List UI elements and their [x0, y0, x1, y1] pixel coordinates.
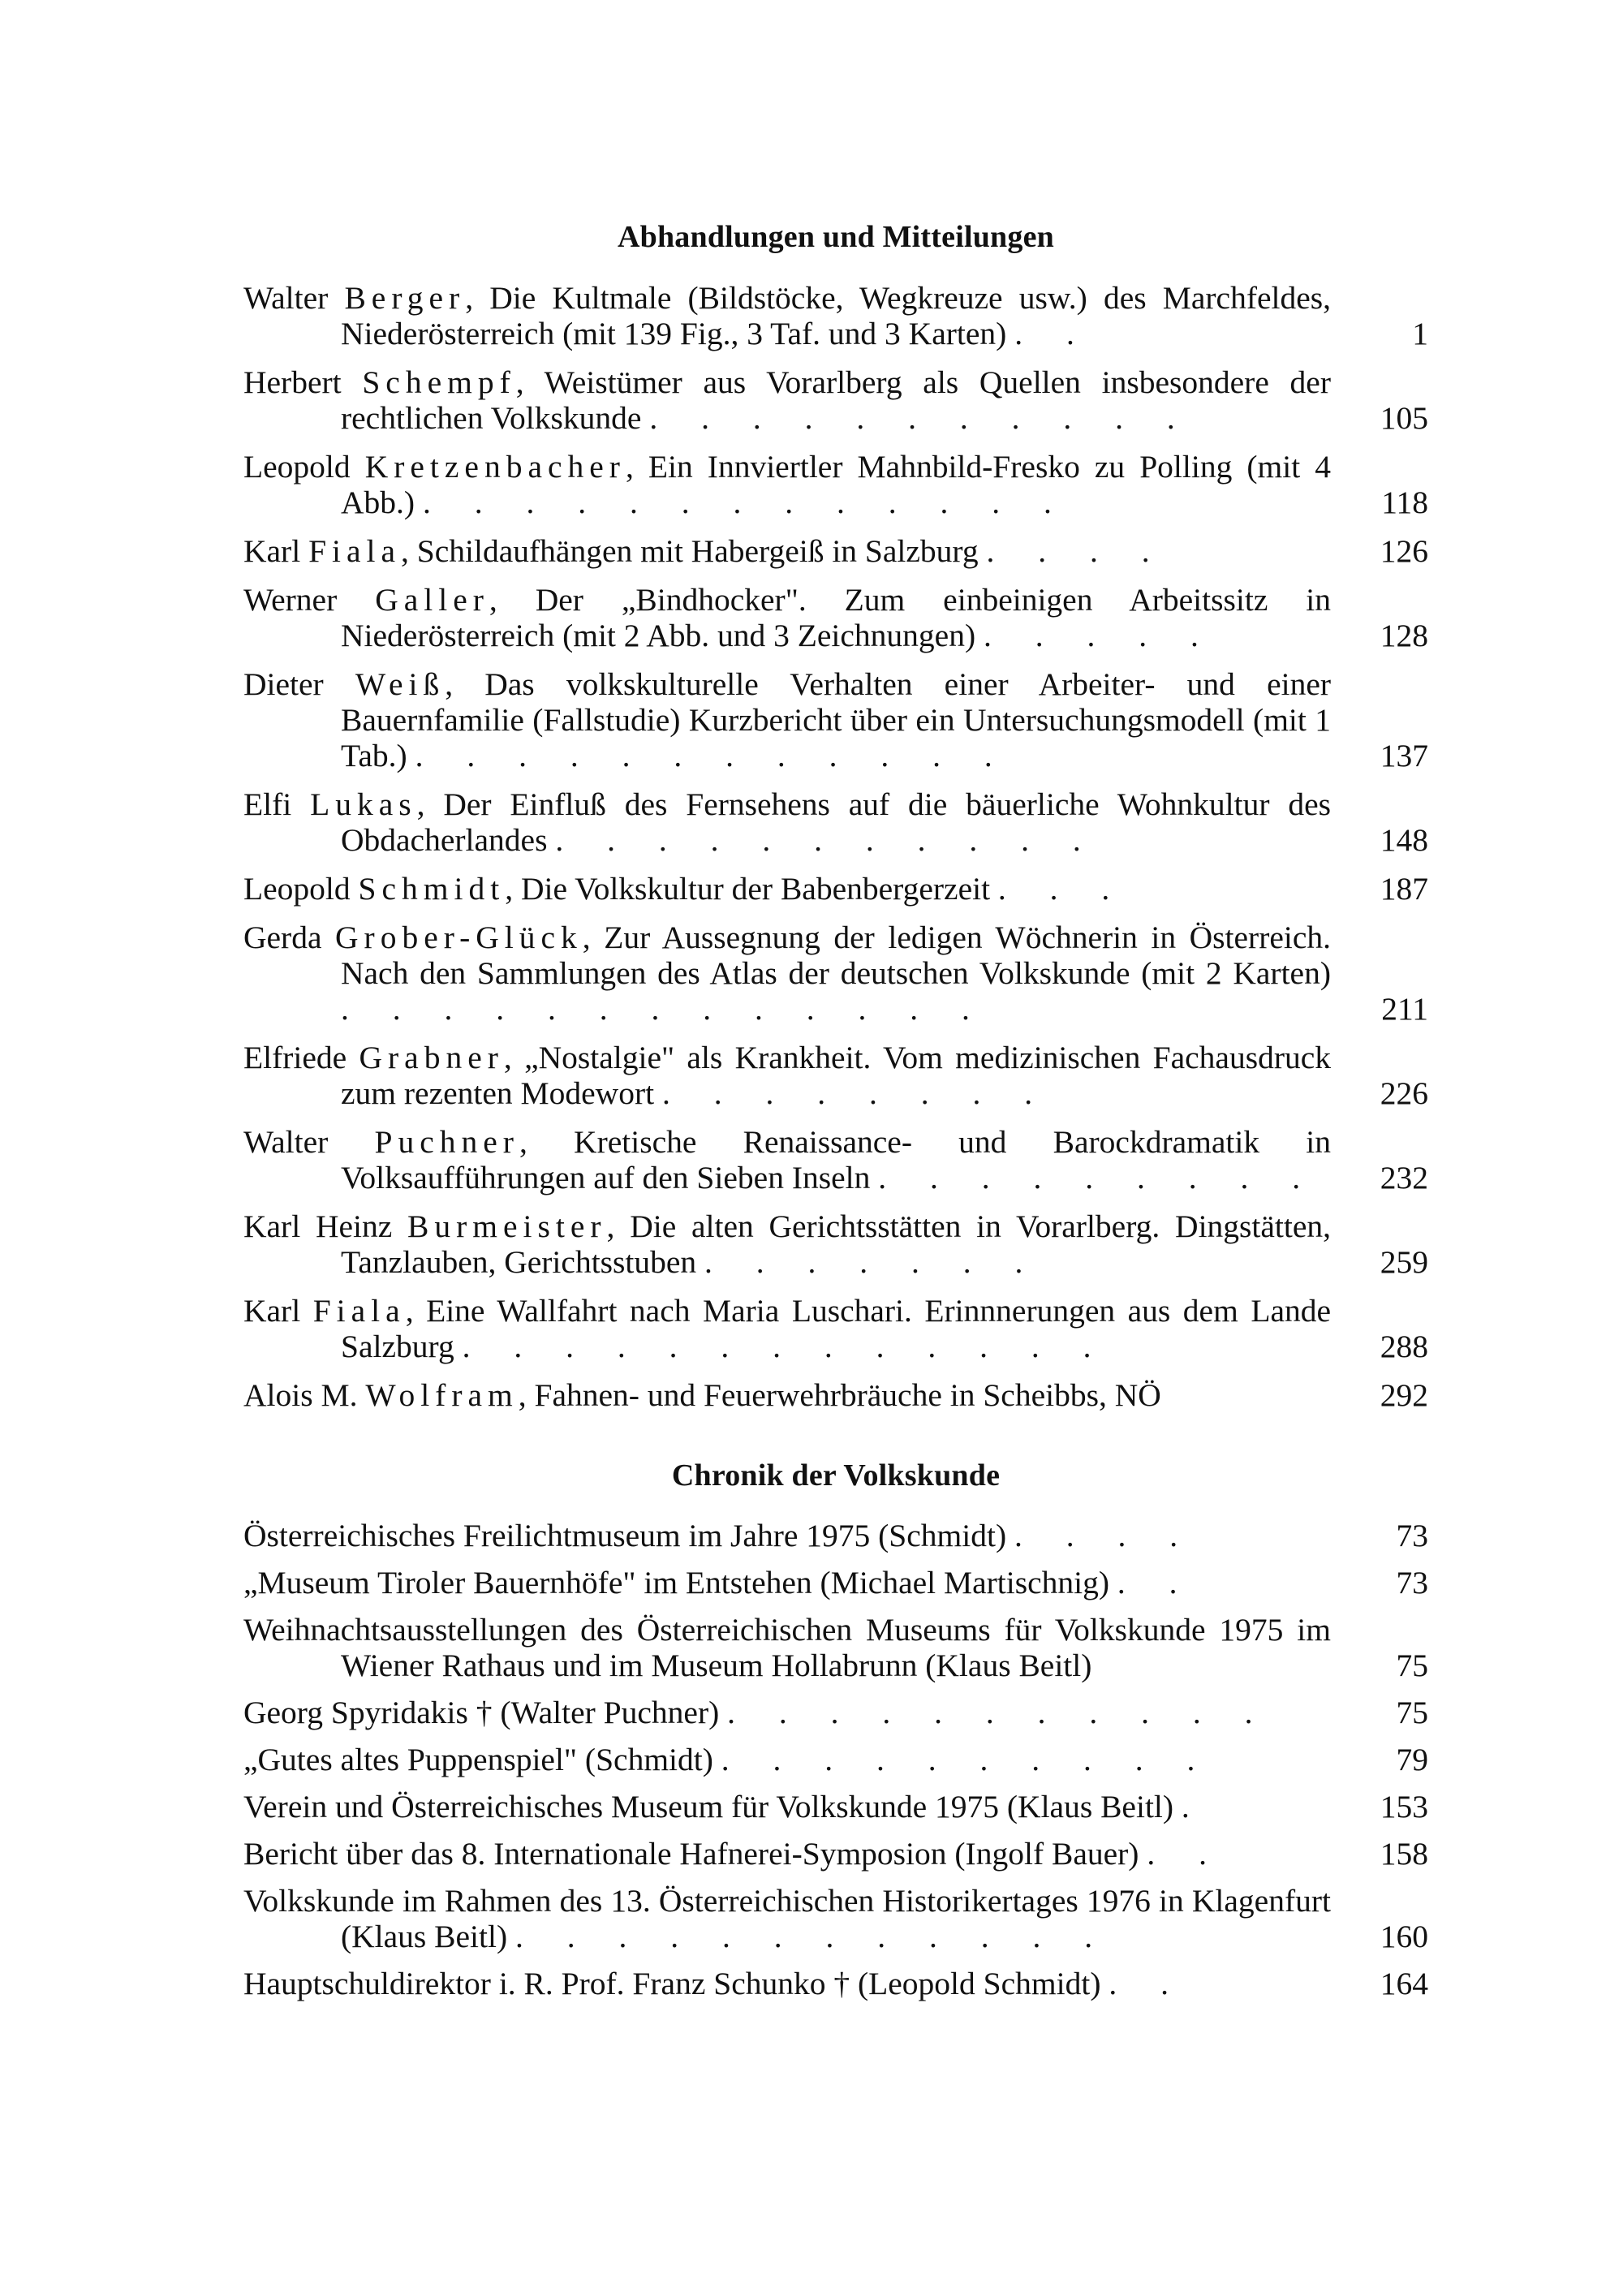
- toc-entry: [243, 1789, 1428, 1824]
- page-number: 148: [1380, 822, 1428, 858]
- author-first: Werner: [243, 582, 338, 618]
- page-number: 79: [1396, 1742, 1428, 1777]
- entry-title: Der Einfluß des Fernsehens auf die bäuerliche Wohnkultur des Obdacherlandes: [341, 786, 1331, 858]
- toc-entry: Herbert Schempf, Weistümer aus Vorarlberg als Quellen insbesondere der rechtlichen Volkskunde . . . . . . . . . . . 105: [243, 364, 1428, 436]
- page-number: 126: [1380, 533, 1428, 569]
- author-surname: Schempf: [362, 364, 516, 400]
- author-first: Dieter: [243, 666, 324, 702]
- toc-entry: Alois M. Wolfram, Fahnen- und Feuerwehrbräuche in Scheibbs, NÖ 292: [243, 1377, 1428, 1413]
- entry-title: Österreichisches Freilichtmuseum im Jahre 1975 (Schmidt): [243, 1518, 1007, 1553]
- toc-entry: [243, 1518, 1428, 1553]
- page-number: 160: [1380, 1919, 1428, 1954]
- dot-leader: . . . .: [986, 533, 1168, 569]
- author-first: Karl: [243, 533, 301, 569]
- page-number: 292: [1380, 1377, 1428, 1413]
- dot-leader: . . . . . . . . . . .: [555, 822, 1099, 858]
- entry-title: Hauptschuldirektor i. R. Prof. Franz Schunko † (Leopold Schmidt): [243, 1966, 1101, 2001]
- page-number: 226: [1380, 1075, 1428, 1111]
- page-number: 288: [1380, 1329, 1428, 1364]
- author-first: Herbert: [243, 364, 342, 400]
- toc-entry: [243, 1565, 1428, 1600]
- author-surname: Fiala: [308, 533, 402, 569]
- dot-leader: . . . .: [1014, 1518, 1196, 1553]
- dot-leader: . . . . . . . . . . . .: [515, 1919, 1111, 1954]
- page-number: 118: [1381, 485, 1428, 520]
- page-number: 259: [1380, 1244, 1428, 1280]
- author-surname: Puchner: [374, 1124, 519, 1160]
- author-first: Elfi: [243, 786, 292, 822]
- dot-leader: . .: [1147, 1836, 1225, 1872]
- toc-entry: Karl Fiala, Eine Wallfahrt nach Maria Luschari. Erinnnerungen aus dem Lande Salzburg . . . . . . . . . . . . . 288: [243, 1293, 1428, 1364]
- toc-list-abhandlungen: [243, 280, 1428, 1426]
- page-number: 211: [1381, 991, 1428, 1027]
- dot-leader: . . . . . . .: [704, 1244, 1041, 1280]
- author-first: Karl Heinz: [243, 1208, 393, 1244]
- entry-title: Der „Bindhocker". Zum einbeinigen Arbeitssitz in Niederösterreich (mit 2 Abb. und 3 Zeichnungen): [341, 582, 1332, 653]
- entry-title: Kretische Renaissance- und Barockdramatik in Volksaufführungen auf den Sieben Inseln: [341, 1124, 1332, 1195]
- dot-leader: . . . . . . . . . . .: [649, 400, 1193, 436]
- author-surname: Berger: [344, 280, 466, 316]
- page-number: 75: [1396, 1648, 1428, 1683]
- author-surname: Kretzenbacher: [364, 449, 626, 485]
- page-number: 73: [1396, 1565, 1428, 1600]
- author-surname: Wolfram: [365, 1377, 519, 1413]
- toc-entry: [243, 1966, 1428, 2001]
- entry-title: „Nostalgie" als Krankheit. Vom medizinischen Fachausdruck zum rezenten Modewort: [341, 1040, 1332, 1111]
- toc-entry: Elfi Lukas, Der Einfluß des Fernsehens auf die bäuerliche Wohnkultur des Obdacherlandes . . . . . . . . . . . 148: [243, 786, 1428, 858]
- toc-entry: Leopold Kretzenbacher, Ein Innviertler Mahnbild-Fresko zu Polling (mit 4 Abb.) . . . . . . . . . . . . . 118: [243, 449, 1428, 520]
- entry-title: Eine Wallfahrt nach Maria Luschari. Erinnnerungen aus dem Lande Salzburg: [341, 1293, 1332, 1364]
- dot-leader: . . . . . . . .: [661, 1075, 1051, 1111]
- dot-leader: . . . . . . . . .: [878, 1160, 1319, 1195]
- author-first: Karl: [243, 1293, 301, 1329]
- dot-leader: . . . . .: [983, 618, 1216, 653]
- entry-title: Fahnen- und Feuerwehrbräuche in Scheibbs, NÖ: [534, 1377, 1161, 1413]
- dot-leader: . . . . . . . . . . . . .: [341, 991, 988, 1027]
- section-heading-chronik: Chronik der Volkskunde: [671, 1458, 1001, 1493]
- toc-entry: Leopold Schmidt, Die Volkskultur der Babenbergerzeit . . . 187: [243, 871, 1428, 907]
- entry-title: Volkskunde im Rahmen des 13. Österreichischen Historikertages 1976 in Klagenfurt (Klaus Beitl): [243, 1883, 1331, 1954]
- author-surname: Grabner: [359, 1040, 504, 1075]
- page-number: 128: [1380, 618, 1428, 653]
- entry-title: „Museum Tiroler Bauernhöfe" im Entstehen (Michael Martischnig): [243, 1565, 1110, 1600]
- author-first: Gerda: [243, 920, 322, 955]
- entry-title: Die Volkskultur der Babenbergerzeit: [520, 871, 991, 907]
- entry-title: Bericht über das 8. Internationale Hafnerei-Symposion (Ingolf Bauer): [243, 1836, 1139, 1872]
- author-first: Walter: [243, 280, 329, 316]
- author-first: Elfriede: [243, 1040, 347, 1075]
- toc-entry: Walter Puchner, Kretische Renaissance- und Barockdramatik in Volksaufführungen auf den Sieben Inseln . . . . . . . . . 232: [243, 1124, 1428, 1195]
- dot-leader: . . . . . . . . . . . .: [415, 738, 1010, 773]
- dot-leader: . . . . . . . . . . .: [727, 1695, 1271, 1730]
- toc-entry: [243, 1883, 1428, 1954]
- page-number: 75: [1396, 1695, 1428, 1730]
- page-number: 158: [1380, 1836, 1428, 1872]
- toc-entry: [243, 1836, 1428, 1872]
- page-number: 137: [1380, 738, 1428, 773]
- author-surname: Grober-Glück: [335, 920, 583, 955]
- entry-title: Georg Spyridakis † (Walter Puchner): [243, 1695, 720, 1730]
- dot-leader: . .: [1109, 1966, 1186, 2001]
- entry-title: Weihnachtsausstellungen des Österreichischen Museums für Volkskunde 1975 im Wiener Rathaus und im Museum Hollabrunn (Klaus Beitl): [243, 1612, 1331, 1683]
- dot-leader: .: [1181, 1789, 1208, 1824]
- toc-entry: Karl Heinz Burmeister, Die alten Gerichtsstätten in Vorarlberg. Dingstätten, Tanzlauben, Gerichtsstuben . . . . . . . 259: [243, 1208, 1428, 1280]
- page-number: 232: [1380, 1160, 1428, 1195]
- page-number: 1: [1412, 316, 1428, 351]
- author-surname: Schmidt: [358, 871, 506, 907]
- dot-leader: . .: [1117, 1565, 1195, 1600]
- entry-title: Die alten Gerichtsstätten in Vorarlberg. Dingstätten, Tanzlauben, Gerichtsstuben: [341, 1208, 1332, 1280]
- entry-title: Die Kultmale (Bildstöcke, Wegkreuze usw.) des Marchfeldes, Niederösterreich (mit 139 Fig., 3 Taf. und 3 Karten): [341, 280, 1332, 351]
- toc-entry: Elfriede Grabner, „Nostalgie" als Krankheit. Vom medizinischen Fachausdruck zum rezenten Modewort . . . . . . . . 226: [243, 1040, 1428, 1111]
- page-number: 153: [1380, 1789, 1428, 1824]
- entry-title: Zur Aussegnung der ledigen Wöchnerin in Österreich. Nach den Sammlungen des Atlas der deutschen Volkskunde (mit 2 Karten): [341, 920, 1332, 991]
- author-surname: Lukas: [310, 786, 417, 822]
- toc-entry: [243, 1612, 1428, 1683]
- author-surname: Fiala: [312, 1293, 406, 1329]
- toc-entry: [243, 1742, 1428, 1777]
- toc-entry: [243, 1695, 1428, 1730]
- author-first: Leopold: [243, 871, 351, 907]
- entry-title: Weistümer aus Vorarlberg als Quellen insbesondere der rechtlichen Volkskunde: [341, 364, 1331, 436]
- page-number: 105: [1380, 400, 1428, 436]
- toc-entry: Werner Galler, Der „Bindhocker". Zum einbeinigen Arbeitssitz in Niederösterreich (mit 2 Abb. und 3 Zeichnungen) . . . . . 128: [243, 582, 1428, 653]
- dot-leader: . . . . . . . . . .: [721, 1742, 1213, 1777]
- author-first: Alois M.: [243, 1377, 358, 1413]
- author-surname: Galler: [375, 582, 489, 618]
- toc-entry: Walter Berger, Die Kultmale (Bildstöcke, Wegkreuze usw.) des Marchfeldes, Niederösterreich (mit 139 Fig., 3 Taf. und 3 Karten) . . 1: [243, 280, 1428, 351]
- author-first: Walter: [243, 1124, 329, 1160]
- author-surname: Burmeister: [407, 1208, 607, 1244]
- toc-entry: Gerda Grober-Glück, Zur Aussegnung der ledigen Wöchnerin in Österreich. Nach den Sammlungen des Atlas der deutschen Volkskunde (mit 2 Karten) . . . . . . . . . . . . . 211: [243, 920, 1428, 1027]
- dot-leader: . .: [1014, 316, 1092, 351]
- page-number: 187: [1380, 871, 1428, 907]
- section-heading-abhandlungen: Abhandlungen und Mitteilungen: [618, 220, 1054, 254]
- entry-title: Verein und Österreichisches Museum für Volkskunde 1975 (Klaus Beitl): [243, 1789, 1174, 1824]
- author-surname: Weiß: [355, 666, 446, 702]
- entry-title: Ein Innviertler Mahnbild-Fresko zu Polling (mit 4 Abb.): [341, 449, 1332, 520]
- page-number: 164: [1380, 1966, 1428, 2001]
- entry-title: Schildaufhängen mit Habergeiß in Salzburg: [416, 533, 979, 569]
- dot-leader: . . . . . . . . . . . . .: [462, 1329, 1109, 1364]
- author-first: Leopold: [243, 449, 351, 485]
- toc-entry: Karl Fiala, Schildaufhängen mit Habergeiß in Salzburg . . . . 126: [243, 533, 1428, 569]
- page-number: 73: [1396, 1518, 1428, 1553]
- dot-leader: . . . . . . . . . . . . .: [422, 485, 1070, 520]
- entry-title: „Gutes altes Puppenspiel" (Schmidt): [243, 1742, 713, 1777]
- dot-leader: . . .: [997, 871, 1128, 907]
- entry-title: Das volkskulturelle Verhalten einer Arbeiter- und einer Bauernfamilie (Fallstudie) Kurzbericht über ein Untersuchungsmodell (mit 1 Tab.): [341, 666, 1332, 773]
- toc-entry: Dieter Weiß, Das volkskulturelle Verhalten einer Arbeiter- und einer Bauernfamilie (Fallstudie) Kurzbericht über ein Untersuchungsmodell (mit 1 Tab.) . . . . . . . . . . . . 137: [243, 666, 1428, 773]
- toc-list-chronik: [243, 1518, 1428, 2013]
